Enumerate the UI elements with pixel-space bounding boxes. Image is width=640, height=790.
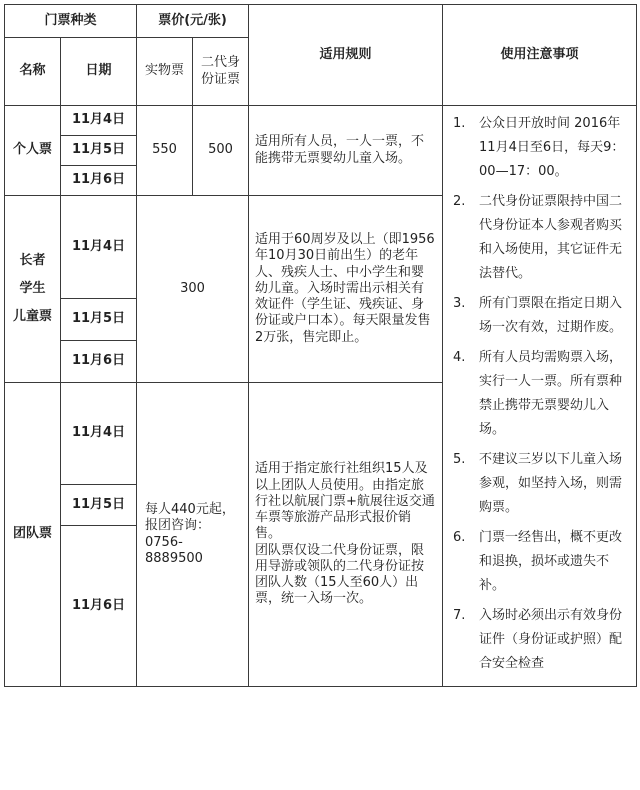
note-item: 1. 公众日开放时间 2016年11月4日至6日，每天9：00—17：00。 bbox=[453, 116, 625, 179]
group-price-line-1: 每人440元起， bbox=[145, 502, 235, 517]
note-item: 7. 入场时必须出示有效身份证件（身份证或护照）配合安全检查 bbox=[453, 608, 623, 671]
notes-list bbox=[447, 112, 632, 676]
note-item: 4. 所有人员均需购票入场，实行一人一票。所有票种禁止携带无票婴幼儿入场。 bbox=[453, 350, 623, 437]
individual-date-3: 11月6日 bbox=[61, 166, 137, 196]
notes-cell bbox=[443, 106, 637, 687]
header-notes: 使用注意事项 bbox=[443, 5, 637, 106]
group-rule bbox=[249, 383, 443, 687]
header-name: 名称 bbox=[5, 38, 61, 106]
senior-name-line-1: 长者 bbox=[19, 253, 46, 268]
ticket-table bbox=[4, 4, 637, 687]
group-rule-para-1: 适用于指定旅行社组织15人及以上团队人员使用。由指定旅行社以航展门票+航展往返交通车票等旅游产品形式报价销售。 bbox=[255, 461, 435, 542]
group-name: 团队票 bbox=[5, 383, 61, 687]
individual-name: 个人票 bbox=[5, 106, 61, 196]
group-price-line-2: 报团咨询： bbox=[145, 518, 211, 534]
header-rules: 适用规则 bbox=[249, 5, 443, 106]
individual-date-1: 11月4日 bbox=[61, 106, 137, 136]
senior-name bbox=[5, 196, 61, 383]
note-item: 3. 所有门票限在指定日期入场一次有效，过期作废。 bbox=[453, 296, 623, 335]
header-date: 日期 bbox=[61, 38, 137, 106]
note-item: 5. 不建议三岁以下儿童入场参观，如坚持入场，则需购票。 bbox=[453, 452, 623, 515]
senior-date-1: 11月4日 bbox=[61, 196, 137, 299]
individual-id-price: 500 bbox=[193, 106, 249, 196]
group-date-2: 11月5日 bbox=[61, 485, 137, 526]
group-price bbox=[137, 383, 249, 687]
header-id-ticket: 二代身份证票 bbox=[193, 38, 249, 106]
senior-name-line-3: 儿童票 bbox=[12, 309, 52, 324]
group-price-line-3: 0756-8889500 bbox=[145, 534, 203, 566]
note-item: 6. 门票一经售出，概不更改和退换，损坏或遗失不补。 bbox=[453, 530, 623, 593]
note-item: 2. 二代身份证票限持中国二代身份证本人参观者购买和入场使用，其它证件无法替代。 bbox=[453, 194, 623, 281]
individual-date-2: 11月5日 bbox=[61, 136, 137, 166]
senior-price: 300 bbox=[137, 196, 249, 383]
individual-physical-price: 550 bbox=[137, 106, 193, 196]
group-rule-para-2: 团队票仅设二代身份证票，限用导游或领队的二代身份证按团队人数（15人至60人）出票，统一入场一次。 bbox=[255, 542, 425, 607]
header-physical: 实物票 bbox=[137, 38, 193, 106]
senior-rule: 适用于60周岁及以上（即1956年10月30日前出生）的老年人、残疾人士、中小学生和婴幼儿童。入场时需出示相关有效证件（学生证、残疾证、身份证或户口本）。每天限量发售2万张，售完即止。 bbox=[249, 196, 443, 383]
group-date-1: 11月4日 bbox=[61, 383, 137, 485]
group-date-3: 11月6日 bbox=[61, 526, 137, 687]
senior-date-3: 11月6日 bbox=[61, 341, 137, 383]
individual-rule: 适用所有人员，一人一票，不能携带无票婴幼儿童入场。 bbox=[249, 106, 443, 196]
senior-name-line-2: 学生 bbox=[19, 281, 46, 296]
header-ticket-type: 门票种类 bbox=[5, 5, 137, 38]
header-price: 票价(元/张) bbox=[137, 5, 249, 38]
senior-date-2: 11月5日 bbox=[61, 299, 137, 341]
